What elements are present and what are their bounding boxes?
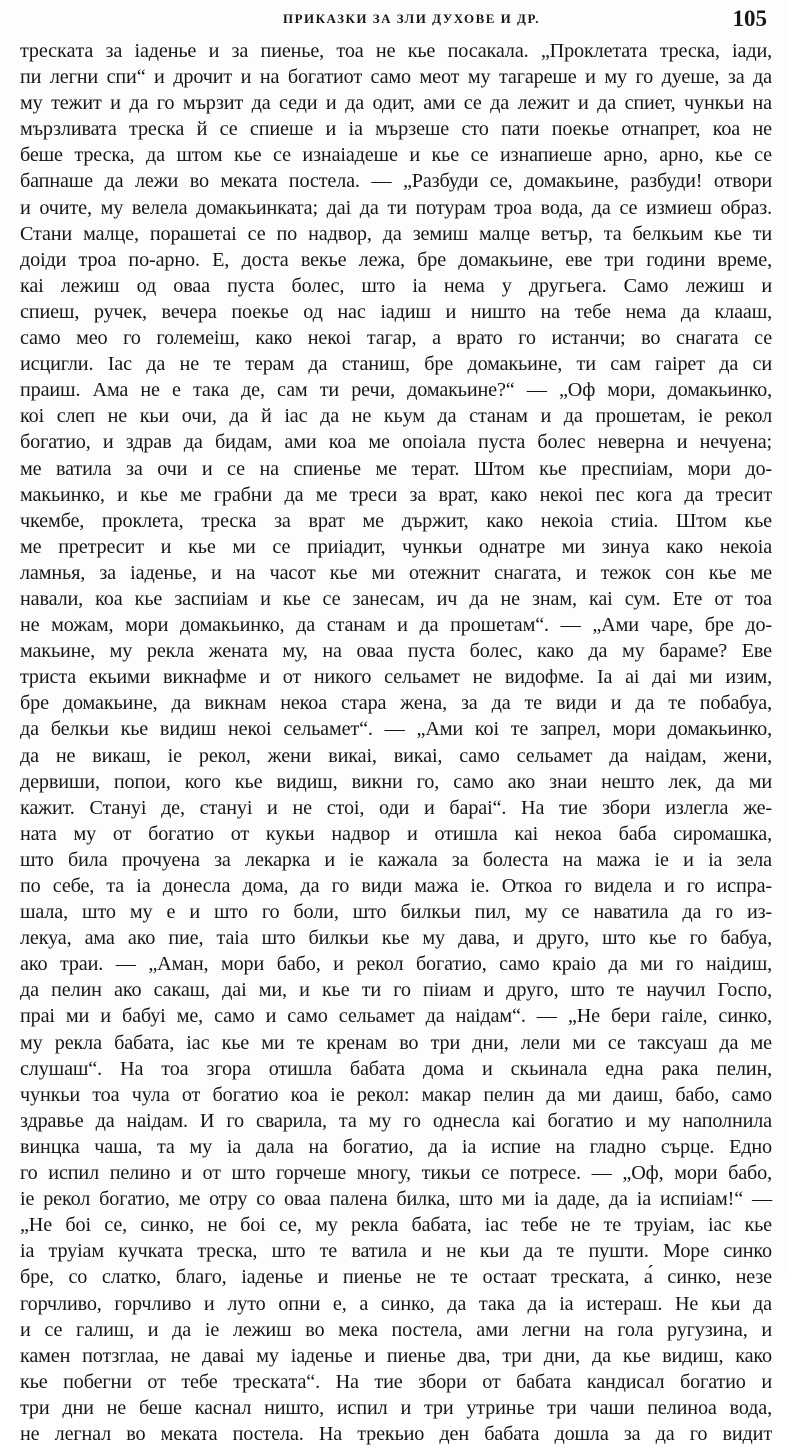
text-line: не можам, мори домакьинко, да станам и да прошетам“. — „Ами чаре, бре до- — [20, 614, 772, 637]
text-line: и се галиш, и да іе лежиш во мека постела, ами легни на гола ругузина, и — [20, 1318, 772, 1341]
text-line: да пелин ако сакаш, даі ми, и кье ти го піиам и друго, што те научил Госпо, — [20, 979, 772, 1002]
text-line: кажит. Стануі де, стануі и не стоі, оди и бараі“. На тие збори излегла же- — [20, 796, 772, 819]
text-line: ме претресит и кье ми се приіадит, чункьи однатре ми зинуа како некоіа — [20, 535, 772, 558]
text-line: шала, што му е и што го боли, што билкьи пил, му се навати͏ла да го из- — [20, 901, 772, 924]
text-line: доіди троа по-арно. Е, доста векье лежа, бре домакьине, еве три години време, — [20, 248, 772, 271]
text-line: каі лежиш од оваа пуста болес, што іа нема у другьега. Само лежиш и — [20, 274, 772, 297]
text-line: макьине, му рекла жената му, на оваа пуста болес, како да му бараме? Еве — [20, 640, 772, 663]
text-line: ме ватила за очи и се на спиенье ме терат. Штом кье преспиіам, мори до- — [20, 457, 772, 480]
text-line: триста екьими викнафме и от никого сельамет не видофме. Іа аі даі ми изим, — [20, 666, 772, 689]
text-line: ната му от богатио от кукьи надвор и отишла каі некоа баба сиромашка, — [20, 822, 772, 845]
text-line: здравье да наідам. И го сварила, та му го однесла каі богатио и му наполнила — [20, 1109, 772, 1132]
text-line: коі слеп не кьи очи, да й іас да не кьум да станам и да прошетам, іе рекол — [20, 405, 772, 428]
text-line: трескaта за іаденье и за пиенье, тоа не кье посакала. „Проклетата треска, іади, — [20, 40, 772, 62]
text-line: пи легни спи“ и дрочит и на богатиот само меот му тагареше и му го дуеше, за да — [20, 66, 772, 89]
text-line: горчливо, горчливо и луто опни е, а синко, да така да іа истераш. Не кьи да — [20, 1292, 772, 1315]
text-line: Стани малце, порашетаі се по надвор, да земиш малце ветър, та белкьим кье ти — [20, 222, 772, 245]
text-line: навали, коа кье заспиіам и кье се занесам, ич да не знам, каі сум. Ете от тоа — [20, 587, 772, 610]
page-number: 105 — [732, 6, 767, 31]
text-line: бре, со слатко, благо, іаденье и пиенье не те остаат трескaта, а́ синко, незе — [20, 1266, 772, 1289]
text-line: по себе, та іа донесла дома, да го види мажа іе. Откоа го видела и го испра- — [20, 875, 772, 897]
text-line: и очите, му велела домакьинката; даі да ти потурам троа вода, да се измиеш образ. — [20, 196, 772, 219]
text-line: праиш. Ама не е така де, сам ти речи, домакьине?“ — „Оф мори, домакьинко, — [20, 379, 772, 402]
text-line: іа труіам кучката треска, што те ватила и не кьи да те пушти. Море синко — [20, 1240, 772, 1263]
running-head — [18, 8, 771, 36]
text-line: макьинко, и кье ме грабни да ме треси за врат, како некоі пес кога да тресит — [20, 483, 772, 506]
text-line: дервиши, попои, кого кье видиш, викни го, само ако знаи нешто лек, да ми — [20, 770, 772, 793]
text-line: ако траи. — „Аман, мори бабо, и рекол богатио, само краіо да ми го наіди͏ш, — [20, 953, 772, 976]
text-line: што била прочуена за лекарка и іе кажала за болеста на мажа іе и іа зела — [20, 848, 772, 871]
text-line: чкембе, проклета, треска за врат ме държит, како некоіа стиіа. Штом кье — [20, 509, 772, 532]
text-line: богатио, и здрав да бидам, ами коа ме опоіала пуста болес неверна и нечуена; — [20, 431, 772, 454]
text-line: „Не боі се, синко, не боі се, му рекла бабата, іас тебе не те труіам, іас кье — [20, 1214, 772, 1237]
text-line: беше треска, да штом кье се изнаіадеше и кье се изнапиеше арно, арно, кье се — [20, 144, 772, 167]
text-line: камен потзглаа, не даваі му іаденье и пиенье два, три дни, да кье видиш, како — [20, 1344, 772, 1367]
text-line: кье побегни от тебе трескaта“. На тие збори от бабата кандисал богатио и — [20, 1370, 772, 1393]
text-line: винцка чаша, та му іа дала на богатио, да іа испие на гладно сърце. Едно — [20, 1135, 772, 1158]
text-line: бапнаше да лежи во меката постела. — „Разбуди се, домакьине, разбуди! отвори — [20, 170, 772, 193]
text-line: лекуа, ама ако пие, таіа што билкьи кье му дава, и друго, што кье го бабуа, — [20, 927, 772, 950]
text-line: исцигли. Іас да не те терам да станиш, бре домакьине, ти сам гаірет да си — [20, 353, 772, 376]
text-line: бре домакьине, да викнам некоа стара жена, за да те види и да те побабуа, — [20, 692, 772, 715]
text-line: му тежит и да го мързит да седи и да одит, ами се да лежит и да спиет, чункьи на — [20, 92, 772, 115]
text-line: іе рекол богатио, ме отру со оваа палена билка, што ми іа даде, да іа испиіам!“ — — [20, 1188, 772, 1211]
text-line: мързливата треска й се спиеше и іа мързеше сто пати поекье отнапрет, коа не — [20, 118, 772, 141]
text-line: чункьи тоа чула от богатио коа іе рекол: макар пелин да ми даиш, бабо, само — [20, 1083, 772, 1106]
body-text — [20, 38, 772, 1447]
text-line: спиеш, ручек, вечера поекье од нас іадиш и ништо на тебе нема да клааш, — [20, 300, 772, 323]
text-line: го испил пелино и от што горчеше многу, тикьи се потресе. — „Оф, мори бабо, — [20, 1162, 772, 1185]
text-line: му рекла бабата, іас кье ми те кренам во три дни, лели ми се таксуаш да ме — [20, 1031, 772, 1054]
text-line: не легнал во меката постела. На трекьио ден бабата дошла за да го видит — [20, 1422, 772, 1445]
text-line: да не викаш, іе рекол, жени викаі, викаі, само сельамет да наідам, жени, — [20, 744, 772, 767]
text-line: да белкьи кье видиш некоі сельамет“. — „Ами коі те запрел, мори домакьинко, — [20, 718, 772, 741]
text-line: само меo го големеiш, како некоі тагар, а врато го истанчи; во снагата се — [20, 327, 772, 350]
text-line: ламнья, за іаденье, и на часот кье ми отежнит снагата, и тежок сон кье ме — [20, 561, 772, 584]
text-line: три дни не беше каснал ништо, испил и три утринье три чаши пелиноа вода, — [20, 1396, 772, 1419]
text-line: праі ми и бабуі ме, само и само сельамет да наідам“. — „Не бери гаіле, синко, — [20, 1005, 772, 1028]
text-line: слушаш“. На тоа згора отишла бабата дома и скьинала една рака пелин, — [20, 1057, 772, 1080]
running-title: ПРИКАЗКИ ЗА ЗЛИ ДУХОВЕ И ДР. — [282, 11, 541, 26]
